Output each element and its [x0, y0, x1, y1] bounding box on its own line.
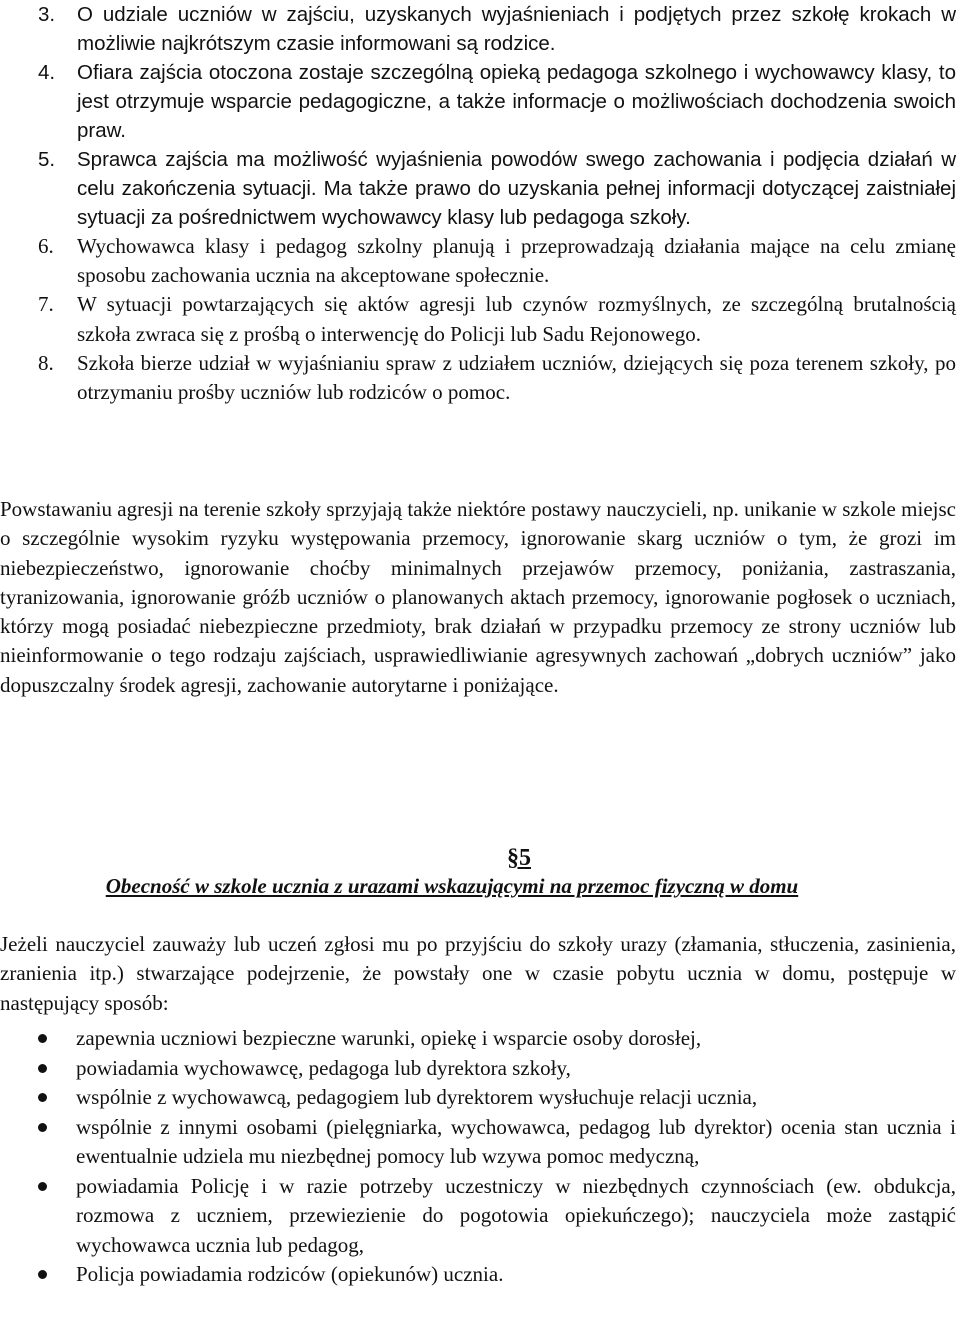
bullet-item [0, 1172, 960, 1261]
bullet-text: Policja powiadamia rodziców (opiekunów) ucznia. [76, 1262, 504, 1286]
list-item-text: Szkoła bierze udział w wyjaśnianiu spraw z udziałem uczniów, dziejących się poza terenem szkoły, po otrzymaniu prośby uczniów lub rodziców o pomoc. [77, 350, 956, 405]
list-item-text: Wychowawca klasy i pedagog szkolny planują i przeprowadzają działania mające na celu zmianę sposobu zachowania ucznia na akceptowane społecznie. [77, 234, 956, 288]
bullet-text: zapewnia uczniowi bezpieczne warunki, opiekę i wsparcie osoby dorosłej, [76, 1026, 702, 1050]
bullet-icon [38, 1093, 47, 1102]
bullet-item [0, 1260, 960, 1290]
list-item [0, 349, 960, 407]
section-title: Obecność w szkole ucznia z urazami wskazującymi na przemoc fizyczną w domu [105, 874, 799, 898]
bullet-text: powiadamia wychowawcę, pedagoga lub dyrektora szkoły, [76, 1055, 571, 1080]
bullet-text: wspólnie z innymi osobami (pielęgniarka, wychowawca, pedagog lub dyrektor) ocenia stan ucznia i ewentualnie udziela mu niezbędnej pomocy lub wzywa pomoc medyczną, [76, 1114, 956, 1168]
bullet-icon [38, 1182, 47, 1191]
list-item-text: Sprawca zajścia ma możliwość wyjaśnienia powodów swego zachowania i podjęcia działań w celu zakończenia sytuacji. Ma także prawo do uzyskania pełnej informacji dotyczącej zaistniałej sytuacji za pośrednictwem wychowawcy klasy lub pedagoga szkoły. [77, 148, 956, 229]
list-item-number: 8. [38, 350, 54, 375]
list-item-number: 3. [38, 3, 56, 26]
section-number: §5 [507, 845, 531, 871]
bullet-item [0, 1054, 960, 1084]
numbered-list [0, 0, 960, 407]
list-item [0, 58, 960, 145]
paragraph-agresja: Powstawaniu agresji na terenie szkoły sprzyjają także niektóre postawy nauczycieli, np. unikanie w szkole miejsc o szczególnie wysokim ryzyku występowania przemocy, ignorowanie skarg uczniów o tym, że grozi im niebezpieczeństwo, ignorowanie choćby minimalnych przejawów przemocy, poniżania, zastraszania, tyranizowania, ignorowanie gróźb uczniów o planowanych aktach przemocy, ignorowanie pogłosek o uczniach, którzy mogą posiadać niebezpieczne przedmioty, brak działań w przypadku przemocy ze strony uczniów lub nieinformowanie o tego rodzaju zajściach, usprawiedliwianie agresywnych zachowań „dobrych uczniów” jako dopuszczalny środek agresji, zachowanie autorytarne i poniżające. [0, 497, 956, 697]
list-item [0, 290, 960, 348]
bullet-item [0, 1083, 960, 1113]
list-item-text: O udziale uczniów w zajściu, uzyskanych wyjaśnieniach i podjętych przez szkołę krokach w możliwie najkrótszym czasie informowani są rodzice. [77, 3, 956, 55]
bullet-list [0, 1024, 960, 1290]
list-item-number: 7. [38, 292, 54, 317]
bullet-icon [38, 1270, 47, 1279]
list-item-number: 5. [38, 148, 56, 171]
list-item [0, 232, 960, 290]
bullet-icon [38, 1034, 47, 1043]
bullet-icon [38, 1064, 47, 1073]
bullet-text: wspólnie z wychowawcą, pedagogiem lub dyrektorem wysłuchuje relacji ucznia, [76, 1085, 758, 1109]
bullet-icon [38, 1123, 47, 1132]
list-item-text: W sytuacji powtarzających się aktów agresji lub czynów rozmyślnych, ze szczególną brutalnością szkoła zwraca się z prośbą o interwencję do Policji lub Sadu Rejonowego. [77, 292, 956, 346]
intro-paragraph: Jeżeli nauczyciel zauważy lub uczeń zgłosi mu po przyjściu do szkoły urazy (złamania, stłuczenia, zasinienia, zranienia itp.) stwarzające podejrzenie, że powstały one w czasie pobytu ucznia w domu, postępuje w następujący sposób: [0, 932, 956, 1015]
list-item-number: 4. [38, 61, 56, 84]
bullet-item [0, 1113, 960, 1172]
bullet-text: powiadamia Policję i w razie potrzeby uczestniczy w niezbędnych czynnościach (ew. obdukcja, rozmowa z uczniem, przewiezienie do pogotowia opiekuńczego); nauczyciela może zastąpić wychowawca ucznia lub pedagog, [76, 1173, 956, 1257]
bullet-item [0, 1024, 960, 1054]
list-item-text: Ofiara zajścia otoczona zostaje szczególną opieką pedagoga szkolnego i wychowawcy klasy, to jest otrzymuje wsparcie pedagogiczne, a także informacje o możliwościach dochodzenia swoich praw. [77, 61, 956, 142]
list-item [0, 145, 960, 232]
list-item-number: 6. [38, 234, 54, 258]
list-item [0, 0, 960, 58]
